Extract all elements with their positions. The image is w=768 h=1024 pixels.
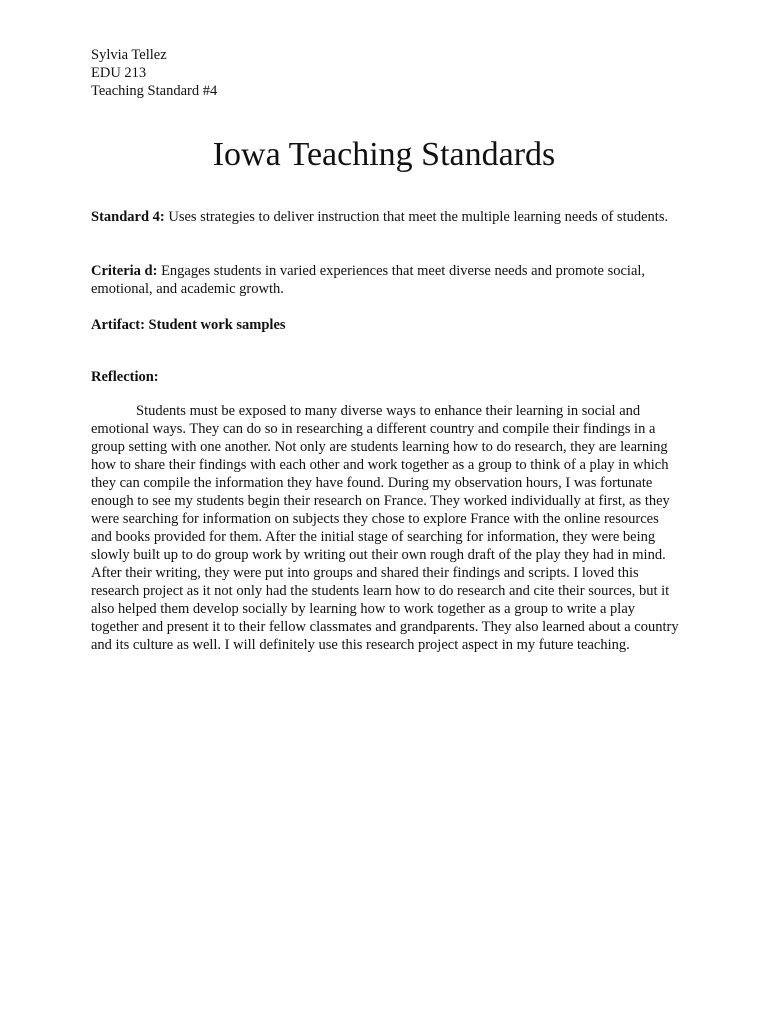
- reflection-line: Students must be exposed to many diverse ways to enhance their learning in social and: [136, 403, 641, 419]
- reflection-line: for information, they were being slowly built up to do group work by writing out their own rough: [91, 529, 656, 563]
- reflection-line: play in which they can compile the information they have found. During my observation hours, I: [91, 457, 669, 491]
- reflection-line: together as a group to write a play together and present it to their fellow classmates and: [91, 601, 636, 635]
- reflection-line: research and cite their sources, but it also helped them develop socially by learning how to work: [91, 583, 670, 617]
- reflection-paragraph: [91, 402, 681, 654]
- assignment-name: Teaching Standard #4: [91, 83, 218, 99]
- standard-text: Uses strategies to deliver instruction that meet the multiple learning needs of students.: [164, 209, 669, 225]
- author-name: Sylvia Tellez: [91, 47, 167, 63]
- document-title: Iowa Teaching Standards: [212, 136, 556, 173]
- reflection-line: group setting with one another. Not only are students learning how to do research, they are: [91, 439, 621, 455]
- reflection-heading: Reflection:: [91, 369, 159, 385]
- standard-label: Standard 4:: [91, 209, 165, 225]
- criteria-text: Engages students in varied experiences that meet diverse needs and promote social, emotional, and academic growth.: [91, 263, 646, 297]
- reflection-line: draft of the play they had in mind. After their writing, they were put into groups and shared their: [91, 547, 666, 581]
- reflection-line: findings and scripts. I loved this research project as it not only had the students learn how to do: [91, 565, 639, 599]
- criteria-paragraph: [91, 262, 691, 298]
- reflection-line: research project aspect in my future teaching.: [366, 637, 630, 653]
- reflection-line: learning how to share their findings with each other and work together as a group to think of a: [91, 439, 668, 473]
- standard-paragraph: [91, 208, 691, 226]
- reflection-line: was fortunate enough to see my students begin their research on France. They worked: [91, 475, 653, 509]
- reflection-line: emotional ways. They can do so in researching a different country and compile their findings in a: [91, 421, 656, 437]
- reflection-line: grandparents. They also learned about a country and its culture as well. I will definitely use this: [91, 619, 679, 653]
- reflection-line: France with the online resources and books provided for them. After the initial stage of searching: [91, 511, 659, 545]
- course-code: EDU 213: [91, 65, 147, 81]
- criteria-label: Criteria d:: [91, 263, 158, 279]
- artifact-heading: Artifact: Student work samples: [91, 317, 286, 333]
- reflection-line: individually at first, as they were searching for information on subjects they chose to explore: [91, 493, 670, 527]
- document-header: [91, 46, 217, 100]
